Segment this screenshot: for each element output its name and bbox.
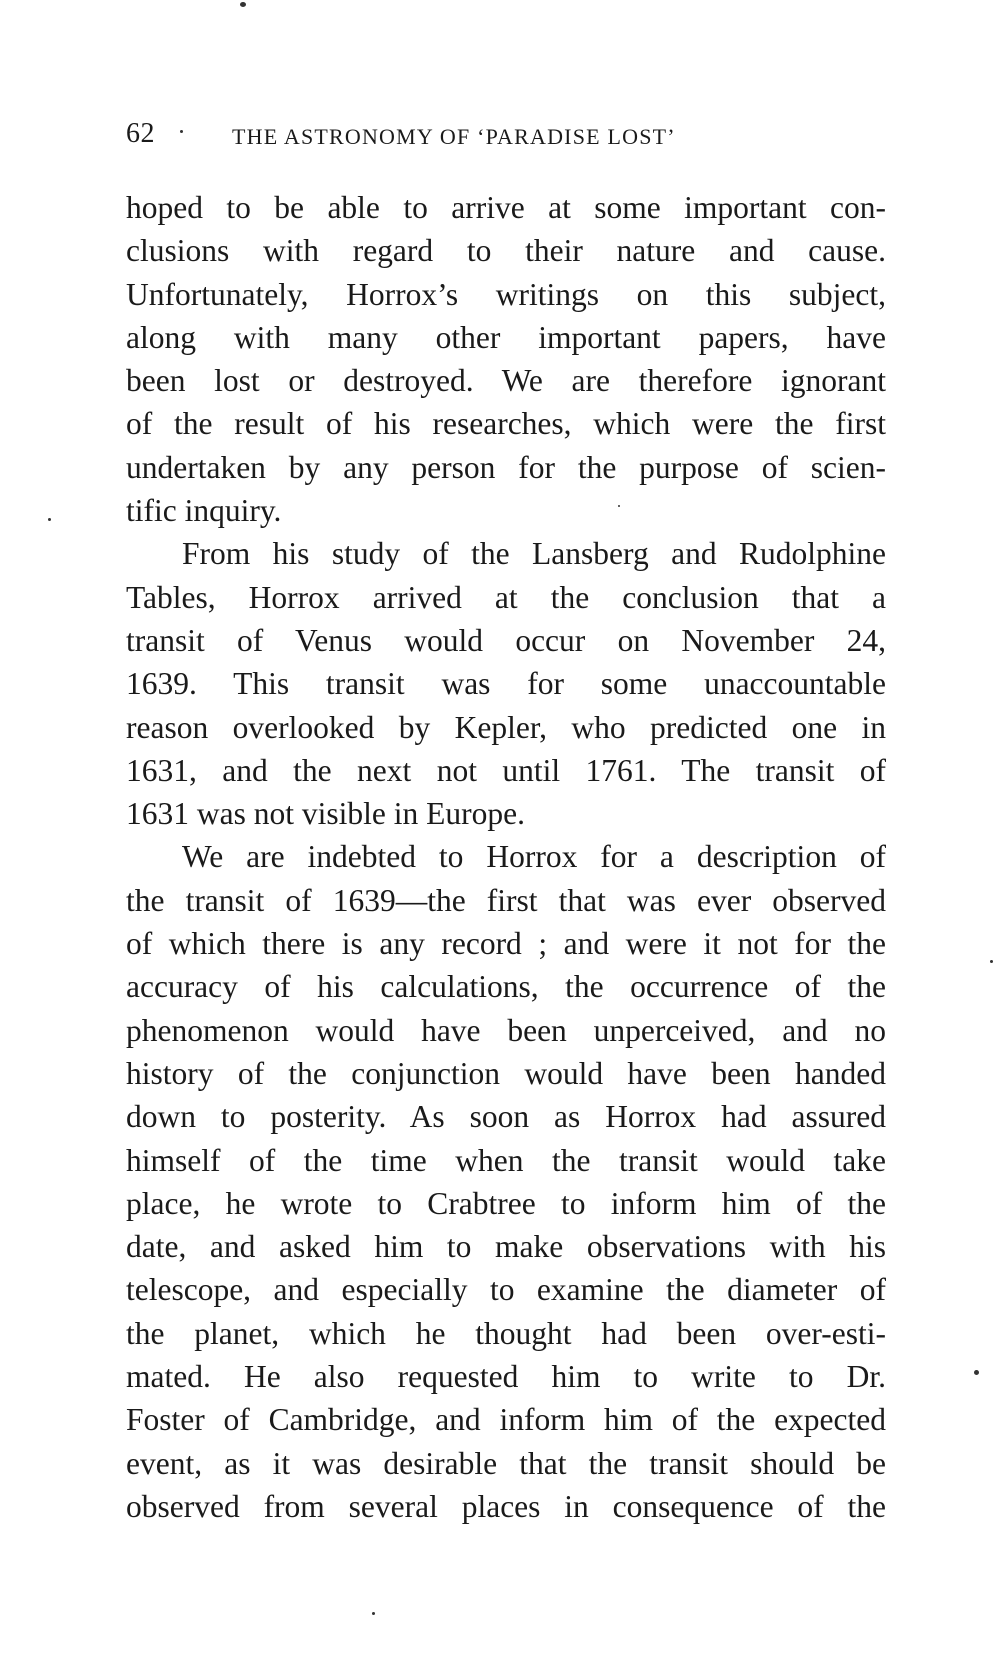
text-line: event, as it was desirable that the transit should be	[126, 1445, 886, 1481]
text-line: We are indebted to Horrox for a description of	[182, 839, 886, 875]
text-line: reason overlooked by Kepler, who predicted one in	[126, 709, 886, 745]
paragraph-3	[126, 835, 886, 1528]
body-text	[126, 186, 886, 1528]
text-line: hoped to be able to arrive at some important con-	[126, 190, 886, 225]
text-line: undertaken by any person for the purpose of scien-	[126, 449, 886, 485]
text-line: tific inquiry.	[126, 493, 282, 529]
scan-speck	[372, 1612, 375, 1615]
page-number: 62	[126, 118, 155, 149]
paragraph-1	[126, 186, 886, 532]
text-line: been lost or destroyed. We are therefore ignorant	[126, 363, 886, 399]
text-line: telescope, and especially to examine the diameter of	[126, 1272, 886, 1308]
running-head	[126, 118, 886, 158]
text-line: phenomenon would have been unperceived, and no	[126, 1012, 886, 1048]
scan-speck	[618, 505, 620, 507]
text-line: 1639. This transit was for some unaccountable	[126, 666, 886, 702]
text-line: of which there is any record ; and were it not for the	[126, 926, 886, 962]
text-line: down to posterity. As soon as Horrox had assured	[126, 1099, 886, 1135]
text-line: Foster of Cambridge, and inform him of the expected	[126, 1402, 886, 1438]
text-line: transit of Venus would occur on November 24,	[126, 622, 886, 658]
scan-speck	[240, 2, 246, 7]
text-line: 1631, and the next not until 1761. The transit of	[126, 752, 886, 788]
text-line: clusions with regard to their nature and cause.	[126, 233, 886, 269]
text-line: himself of the time when the transit would take	[126, 1142, 886, 1178]
text-line: From his study of the Lansberg and Rudolphine	[182, 536, 886, 572]
text-line: the transit of 1639—the first that was ever observed	[126, 882, 886, 918]
text-line: place, he wrote to Crabtree to inform him of the	[126, 1185, 886, 1221]
text-line: along with many other important papers, have	[126, 319, 886, 355]
scan-speck	[990, 960, 993, 963]
scan-speck	[180, 130, 183, 133]
text-line: mated. He also requested him to write to Dr.	[126, 1359, 886, 1395]
text-line: observed from several places in consequence of the	[126, 1488, 886, 1524]
text-line: of the result of his researches, which were the first	[126, 406, 886, 442]
scan-speck	[974, 1370, 979, 1375]
text-line: date, and asked him to make observations with his	[126, 1229, 886, 1265]
text-line: accuracy of his calculations, the occurrence of the	[126, 969, 886, 1005]
running-title: THE ASTRONOMY OF ‘PARADISE LOST’	[232, 124, 676, 149]
text-line: history of the conjunction would have been handed	[126, 1055, 886, 1091]
text-line: Unfortunately, Horrox’s writings on this subject,	[126, 276, 886, 312]
scan-speck	[48, 518, 51, 521]
text-line: the planet, which he thought had been over-esti-	[126, 1315, 886, 1351]
paragraph-2	[126, 532, 886, 835]
text-line: Tables, Horrox arrived at the conclusion that a	[126, 579, 886, 615]
text-line: 1631 was not visible in Europe.	[126, 796, 525, 832]
